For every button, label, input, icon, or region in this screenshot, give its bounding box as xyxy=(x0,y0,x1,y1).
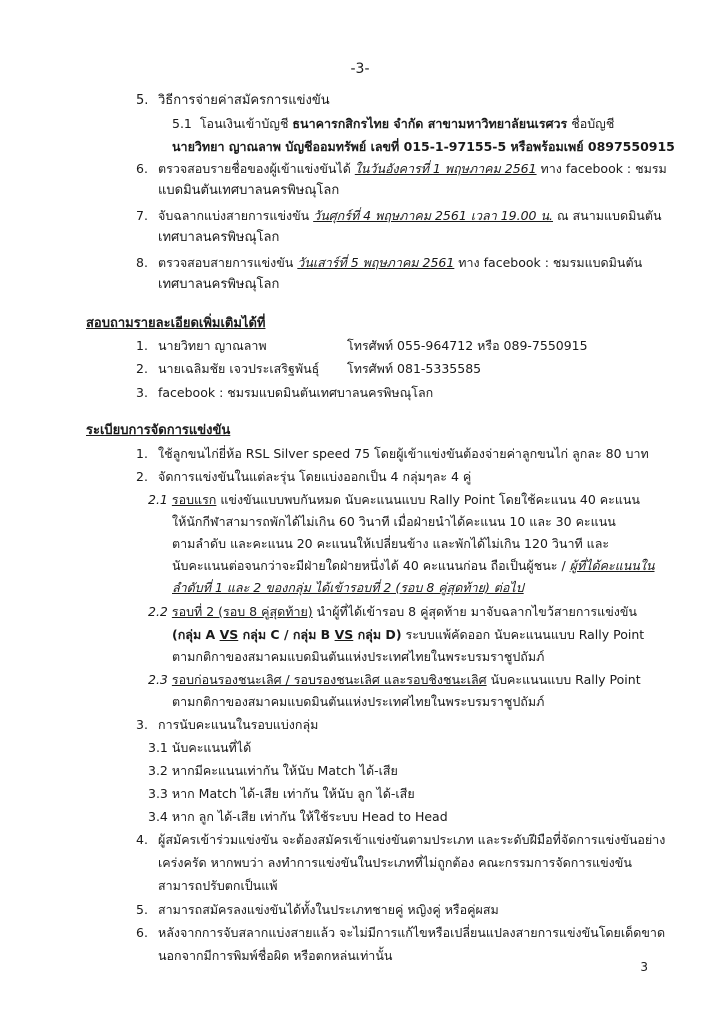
rule-3-4: 3.4 หาก ลูก ได้-เสีย เท่ากัน ให้ใช้ระบบ Head to Head xyxy=(148,809,448,824)
rule-3-3: 3.3 หาก Match ได้-เสีย เท่ากัน ให้นับ ลูก ได้-เสีย xyxy=(148,786,415,801)
item-7: 7. จับฉลากแบ่งสายการแข่งขัน วันศุกร์ที่ 4 พฤษภาคม 2561 เวลา 19.00 น. ณ สนามแบดมินตัน xyxy=(136,208,662,223)
contact-item: 3. facebook : ชมรมแบดมินตันเทศบาลนครพิษณุโลก xyxy=(136,385,434,400)
rule-2-2-line3: ตามกติกาของสมาคมแบดมินตันแห่งประเทศไทยในพระบรมราชูปถัมภ์ xyxy=(172,649,545,664)
page-number: 3 xyxy=(640,960,648,974)
rule-2-3-line2: ตามกติกาของสมาคมแบดมินตันแห่งประเทศไทยในพระบรมราชูปถัมภ์ xyxy=(172,694,545,709)
rule-2-1-line2: ให้นักกีฬาสามารถพักได้ไม่เกิน 60 วินาที เมื่อฝ่ายนำได้คะแนน 10 และ 30 คะแนน xyxy=(172,514,616,529)
rule-6: 6. หลังจากการจับสลากแบ่งสายแล้ว จะไม่มีการแก้ไขหรือเปลี่ยนแปลงสายการแข่งขันโดยเด็ดขาด xyxy=(136,925,666,940)
rule-2: 2. จัดการแข่งขันในแต่ละรุ่น โดยแบ่งออกเป็น 4 กลุ่มๆละ 4 คู่ xyxy=(136,469,472,484)
item-8-line2: เทศบาลนครพิษณุโลก xyxy=(158,277,280,292)
rule-2-2-line2: (กลุ่ม A VS กลุ่ม C / กลุ่ม B VS กลุ่ม D) ระบบแพ้คัดออก นับคะแนนแบบ Rally Point xyxy=(172,627,645,642)
bank-account-line: นายวิทยา ญาณลาพ บัญชีออมทรัพย์ เลขที่ 015-1-97155-5 หรือพร้อมเพย์ 0897550915 xyxy=(172,139,675,154)
item-6: 6. ตรวจสอบรายชื่อของผู้เข้าแข่งขันได้ ในวันอังคารที่ 1 พฤษภาคม 2561 ทาง facebook : ชมรม xyxy=(136,161,667,176)
contact-phone: โทรศัพท์ 081-5335585 xyxy=(347,361,482,376)
item-5: 5. วิธีการจ่ายค่าสมัครการแข่งขัน xyxy=(136,93,330,108)
rule-2-2: 2.2 รอบที่ 2 (รอบ 8 คู่สุดท้าย) นำผู้ที่ได้เข้ารอบ 8 คู่สุดท้าย มาจับฉลากไขว้สายการแข่งขัน xyxy=(148,604,637,619)
rule-1: 1. ใช้ลูกขนไก่ยี่ห้อ RSL Silver speed 75 โดยผู้เข้าแข่งขันต้องจ่ายค่าลูกขนไก่ ลูกละ 80 บาท xyxy=(136,446,649,461)
item-5-1: 5.1 โอนเงินเข้าบัญชี ธนาคารกสิกรไทย จำกัด สาขามหาวิทยาลัยนเรศวร ชื่อบัญชี xyxy=(172,116,615,131)
rules-heading: ระเบียบการจัดการแข่งขัน xyxy=(86,423,231,438)
rule-2-1-line4: นับคะแนนต่อจนกว่าจะมีฝ่ายใดฝ่ายหนึ่งได้ 40 คะแนนก่อน ถือเป็นผู้ชนะ / ผู้ที่ได้คะแนนใน xyxy=(172,558,655,573)
rule-2-1-line5: ลำดับที่ 1 และ 2 ของกลุ่ม ได้เข้ารอบที่ 2 (รอบ 8 คู่สุดท้าย) ต่อไป xyxy=(172,580,524,595)
rule-5: 5. สามารถสมัครลงแข่งขันได้ทั้งในประเภทชายคู่ หญิงคู่ หรือคู่ผสม xyxy=(136,902,499,917)
rule-3-2: 3.2 หากมีคะแนนเท่ากัน ให้นับ Match ได้-เสีย xyxy=(148,763,398,778)
rule-6-line2: นอกจากมีการพิมพ์ชื่อผิด หรือตกหล่นเท่านั้น xyxy=(158,948,393,963)
contact-item: 1. นายวิทยา ญาณลาพ xyxy=(136,338,267,353)
item-6-line2: แบดมินตันเทศบาลนครพิษณุโลก xyxy=(158,183,340,198)
rule-4: 4. ผู้สมัครเข้าร่วมแข่งขัน จะต้องสมัครเข้าแข่งขันตามประเภท และระดับฝีมือที่จัดการแข่งขันอย่าง xyxy=(136,832,666,847)
contact-item: 2. นายเฉลิมชัย เจวประเสริฐพันธุ์ xyxy=(136,361,320,376)
rule-4-line3: สามารถปรับตกเป็นแพ้ xyxy=(158,878,278,893)
contacts-heading: สอบถามรายละเอียดเพิ่มเติมได้ที่ xyxy=(86,316,266,331)
item-8: 8. ตรวจสอบสายการแข่งขัน วันเสาร์ที่ 5 พฤษภาคม 2561 ทาง facebook : ชมรมแบดมินตัน xyxy=(136,255,643,270)
item-7-line2: เทศบาลนครพิษณุโลก xyxy=(158,230,280,245)
page-label: -3- xyxy=(350,61,370,77)
rule-3: 3. การนับคะแนนในรอบแบ่งกลุ่ม xyxy=(136,717,319,732)
rule-3-1: 3.1 นับคะแนนที่ได้ xyxy=(148,740,252,755)
rule-2-1: 2.1 รอบแรก แข่งขันแบบพบกันหมด นับคะแนนแบบ Rally Point โดยใช้คะแนน 40 คะแนน xyxy=(148,492,640,507)
rule-2-3: 2.3 รอบก่อนรองชนะเลิศ / รอบรองชนะเลิศ และรอบชิงชนะเลิศ นับคะแนนแบบ Rally Point xyxy=(148,672,641,687)
contact-phone: โทรศัพท์ 055-964712 หรือ 089-7550915 xyxy=(347,338,588,353)
rule-4-line2: เคร่งครัด หากพบว่า ลงทำการแข่งขันในประเภทที่ไม่ถูกต้อง คณะกรรมการจัดการแข่งขัน xyxy=(158,855,632,870)
rule-2-1-line3: ตามลำดับ และคะแนน 20 คะแนนให้เปลี่ยนข้าง และพักได้ไม่เกิน 120 วินาที และ xyxy=(172,536,610,551)
